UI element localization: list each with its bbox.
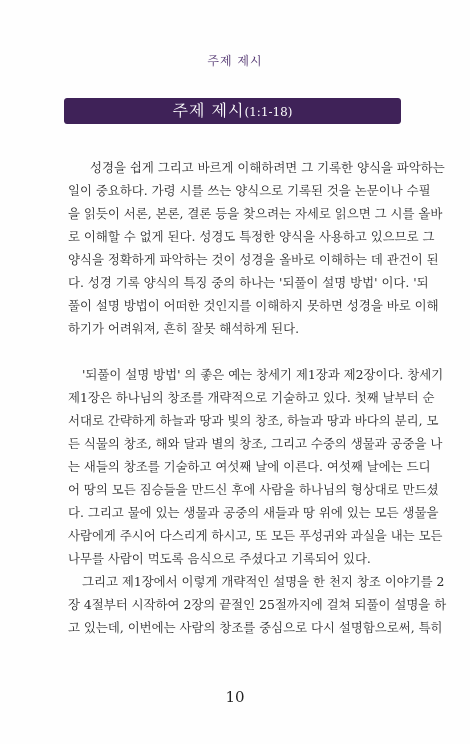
text-line: 나무를 사람이 먹도록 음식으로 주셨다고 기록되어 있다.: [68, 551, 371, 566]
text-line: 사람에게 주시어 다스리게 하시고, 또 모든 푸성귀와 과실을 내는 모든: [68, 528, 443, 543]
page-number: 10: [225, 688, 245, 706]
text-line: '되풀이 설명 방법' 의 좋은 예는 창세기 제1장과 제2장이다. 창세기: [82, 367, 444, 382]
text-line: 로 이해할 수 없게 된다. 성경도 특정한 양식을 사용하고 있으므로 그: [68, 229, 435, 244]
text-line: 다. 성경 기록 양식의 특징 중의 하나는 '되풀이 설명 방법' 이다. '되: [68, 275, 429, 290]
section-title: 주제 제시: [172, 101, 245, 120]
text-line: 든 식물의 창조, 해와 달과 별의 창조, 그리고 수중의 생물과 공중을 나: [68, 436, 443, 451]
paragraph: [68, 570, 447, 639]
text-line: 풀이 설명 방법이 어떠한 것인지를 이해하지 못하면 성경을 바로 이해: [68, 298, 439, 313]
section-title-bar: [64, 98, 401, 124]
section-title-reference: (1:1-18): [244, 105, 293, 119]
text-line: 다. 그리고 물에 있는 생물과 공중의 새들과 땅 위에 있는 모든 생물을: [68, 505, 439, 520]
text-line: 제1장은 하나님의 창조를 개략적으로 기술하고 있다. 첫째 날부터 순: [68, 390, 435, 405]
text-line: 는 새들의 창조를 기술하고 여섯째 날에 이른다. 여섯째 날에는 드디: [68, 459, 431, 474]
paragraph: [68, 363, 444, 570]
text-line: 그리고 제1장에서 이렇게 개략적인 설명을 한 천지 창조 이야기를 2: [82, 574, 445, 589]
text-line: 양식을 정확하게 파악하는 것이 성경을 올바로 이해하는 데 관건이 된: [68, 252, 439, 267]
text-line: 고 있는데, 이번에는 사람의 창조를 중심으로 다시 설명함으로써, 특히: [68, 620, 443, 635]
text-line: 하기가 어려워져, 흔히 잘못 해석하게 된다.: [68, 321, 300, 336]
body-text: [68, 156, 447, 639]
text-line: 일이 중요하다. 가령 시를 쓰는 양식으로 기록된 것을 논문이나 수필: [68, 183, 431, 198]
text-line: 서대로 간략하게 하늘과 땅과 빛의 창조, 하늘과 땅과 바다의 분리, 모: [68, 413, 439, 428]
text-line: 을 읽듯이 서론, 본론, 결론 등을 찾으려는 자세로 읽으면 그 시를 올바: [68, 206, 443, 221]
text-line: 장 4절부터 시작하여 2장의 끝절인 25절까지에 걸쳐 되풀이 설명을 하: [68, 597, 447, 612]
text-line: 성경을 쉽게 그리고 바르게 이해하려면 그 기록한 양식을 파악하는: [90, 160, 445, 175]
paragraph: [68, 156, 445, 340]
running-head: 주제 제시: [207, 54, 263, 68]
text-line: 어 땅의 모든 짐승들을 만드신 후에 사람을 하나님의 형상대로 만드셨: [68, 482, 439, 497]
